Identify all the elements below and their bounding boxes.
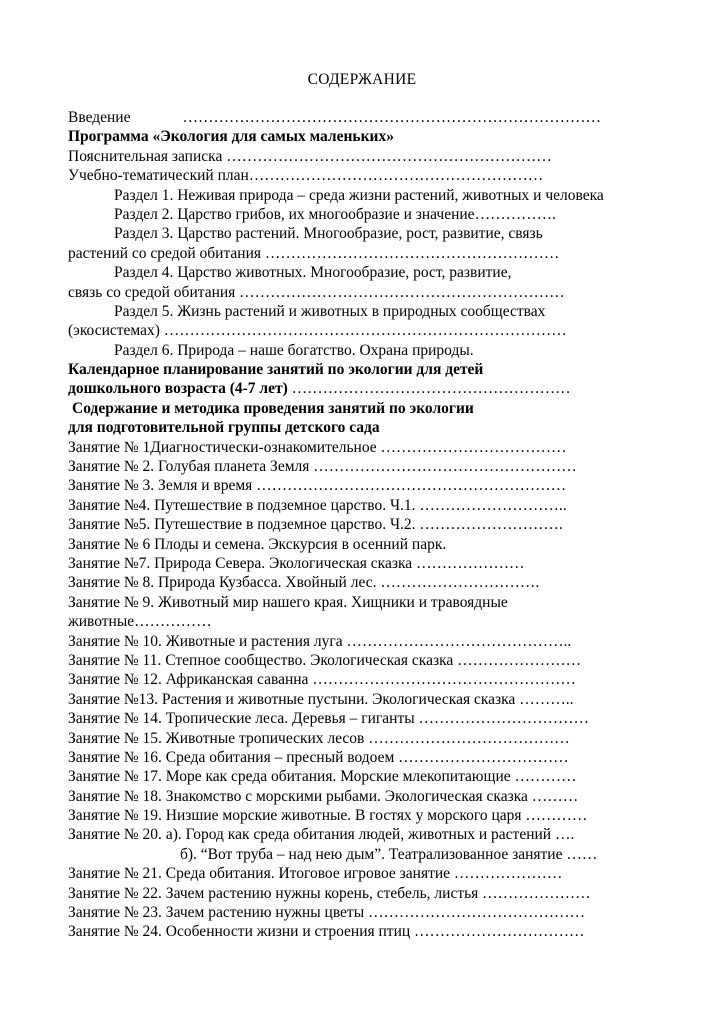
toc-section-heading: Календарное планирование занятий по экологии для детей	[68, 361, 484, 379]
toc-entry: Учебно-тематический план…………………………………………………	[68, 167, 544, 185]
toc-entry: Занятие № 23. Зачем растению нужны цветы ……………………………………	[68, 904, 585, 922]
toc-entry: Раздел 6. Природа – наше богатство. Охрана природы.	[114, 341, 474, 359]
toc-entry: Занятие № 21. Среда обитания. Итоговое игровое занятие …………………	[68, 865, 563, 883]
toc-entry: Занятие № 24. Особенности жизни и строения птиц ……………………………	[68, 923, 585, 941]
toc-entry-leader: ………………………………………………	[291, 380, 571, 398]
toc-entry: Занятие № 1Диагностически-ознакомительное ………………………………	[68, 438, 567, 456]
toc-entry: Занятие № 16. Среда обитания – пресный водоем ……………………………	[68, 748, 569, 766]
toc-entry: Раздел 5. Жизнь растений и животных в природных сообществах	[114, 302, 546, 320]
toc-entry-continuation: животные……………	[68, 613, 212, 631]
toc-entry: Раздел 1. Неживая природа – среда жизни растений, животных и человека	[114, 186, 604, 204]
toc-section-heading: Содержание и методика проведения занятий по экологии	[72, 399, 474, 417]
toc-subentry: а). Город как среда обитания людей, животных и растений ….	[165, 826, 575, 844]
page-title: СОДЕРЖАНИЕ	[307, 71, 417, 88]
toc-entry: Занятие № 14. Тропические леса. Деревья – гиганты ……………………………	[68, 710, 590, 728]
toc-entry: Занятие № 6 Плоды и семена. Экскурсия в осенний парк.	[68, 535, 447, 553]
toc-entry: Занятие № 22. Зачем растению нужны корень, стебель, листья …………………	[68, 884, 591, 902]
toc-entry: Занятие № 2. Голубая планета Земля ……………………………………………	[68, 458, 577, 476]
toc-entry: Занятие №13. Растения и животные пустыни. Экологическая сказка ………..	[68, 690, 574, 708]
toc-entry-label: Введение	[68, 109, 131, 126]
toc-entry: Занятие № 12. Африканская саванна ……………………………………………	[68, 671, 576, 689]
toc-entry: Раздел 2. Царство грибов, их многообразие и значение…………….	[114, 205, 556, 223]
toc-section-heading-continuation	[68, 379, 668, 398]
table-of-contents	[68, 108, 668, 942]
toc-heading-text: дошкольного возраста (4-7 лет)	[68, 380, 288, 398]
toc-entry: Занятие № 10. Животные и растения луга ……………………………………..	[68, 632, 572, 650]
toc-entry: Занятие № 8. Природа Кузбасса. Хвойный лес. ………………………….	[68, 574, 540, 592]
toc-entry: Занятие № 18. Знакомство с морскими рыбами. Экологическая сказка ………	[68, 787, 579, 805]
toc-entry: Пояснительная записка ………………………………………………………	[68, 147, 552, 165]
toc-entry: Занятие № 17. Море как среда обитания. Морские млекопитающие …………	[68, 768, 577, 786]
toc-section-heading-continuation: для подготовительной группы детского сада	[68, 419, 380, 437]
toc-entry-leader: ………………………………………………………………………	[182, 109, 601, 126]
toc-entry-continuation: связь со средой обитания ………………………………………………………	[68, 283, 565, 301]
toc-entry: Занятие № 3. Земля и время ……………………………………………………	[68, 477, 567, 495]
toc-entry-continuation: (экосистемах) ……………………………………………………………………	[68, 322, 567, 340]
toc-entry: Занятие № 9. Животный мир нашего края. Хищники и травоядные	[68, 593, 508, 611]
toc-entry: Занятие № 11. Степное сообщество. Экологическая сказка ……………………	[68, 651, 582, 669]
toc-subentry: б). “Вот труба – над нею дым”. Театрализованное занятие ……	[180, 845, 598, 863]
toc-entry: Занятие №7. Природа Севера. Экологическая сказка …………………	[68, 554, 525, 572]
toc-entry: Раздел 3. Царство растений. Многообразие, рост, развитие, связь	[114, 225, 543, 243]
toc-entry: Занятие №5. Путешествие в подземное царство. Ч.2. ……………………….	[68, 516, 563, 534]
toc-section-heading: Программа «Экология для самых маленьких»	[68, 128, 394, 146]
toc-entry: Раздел 4. Царство животных. Многообразие, рост, развитие,	[114, 264, 512, 282]
toc-entry-continuation: растений со средой обитания …………………………………………………	[68, 244, 560, 262]
toc-entry: Занятие № 19. Низшие морские животные. В гостях у морского царя …………	[68, 807, 588, 825]
toc-entry: Занятие №4. Путешествие в подземное царство. Ч.1. ………………………..	[68, 496, 567, 514]
toc-entry	[68, 825, 668, 844]
toc-entry-intro	[68, 108, 668, 127]
toc-entry-label: Занятие № 20.	[68, 826, 162, 844]
toc-entry: Занятие № 15. Животные тропических лесов …………………………………	[68, 729, 570, 747]
